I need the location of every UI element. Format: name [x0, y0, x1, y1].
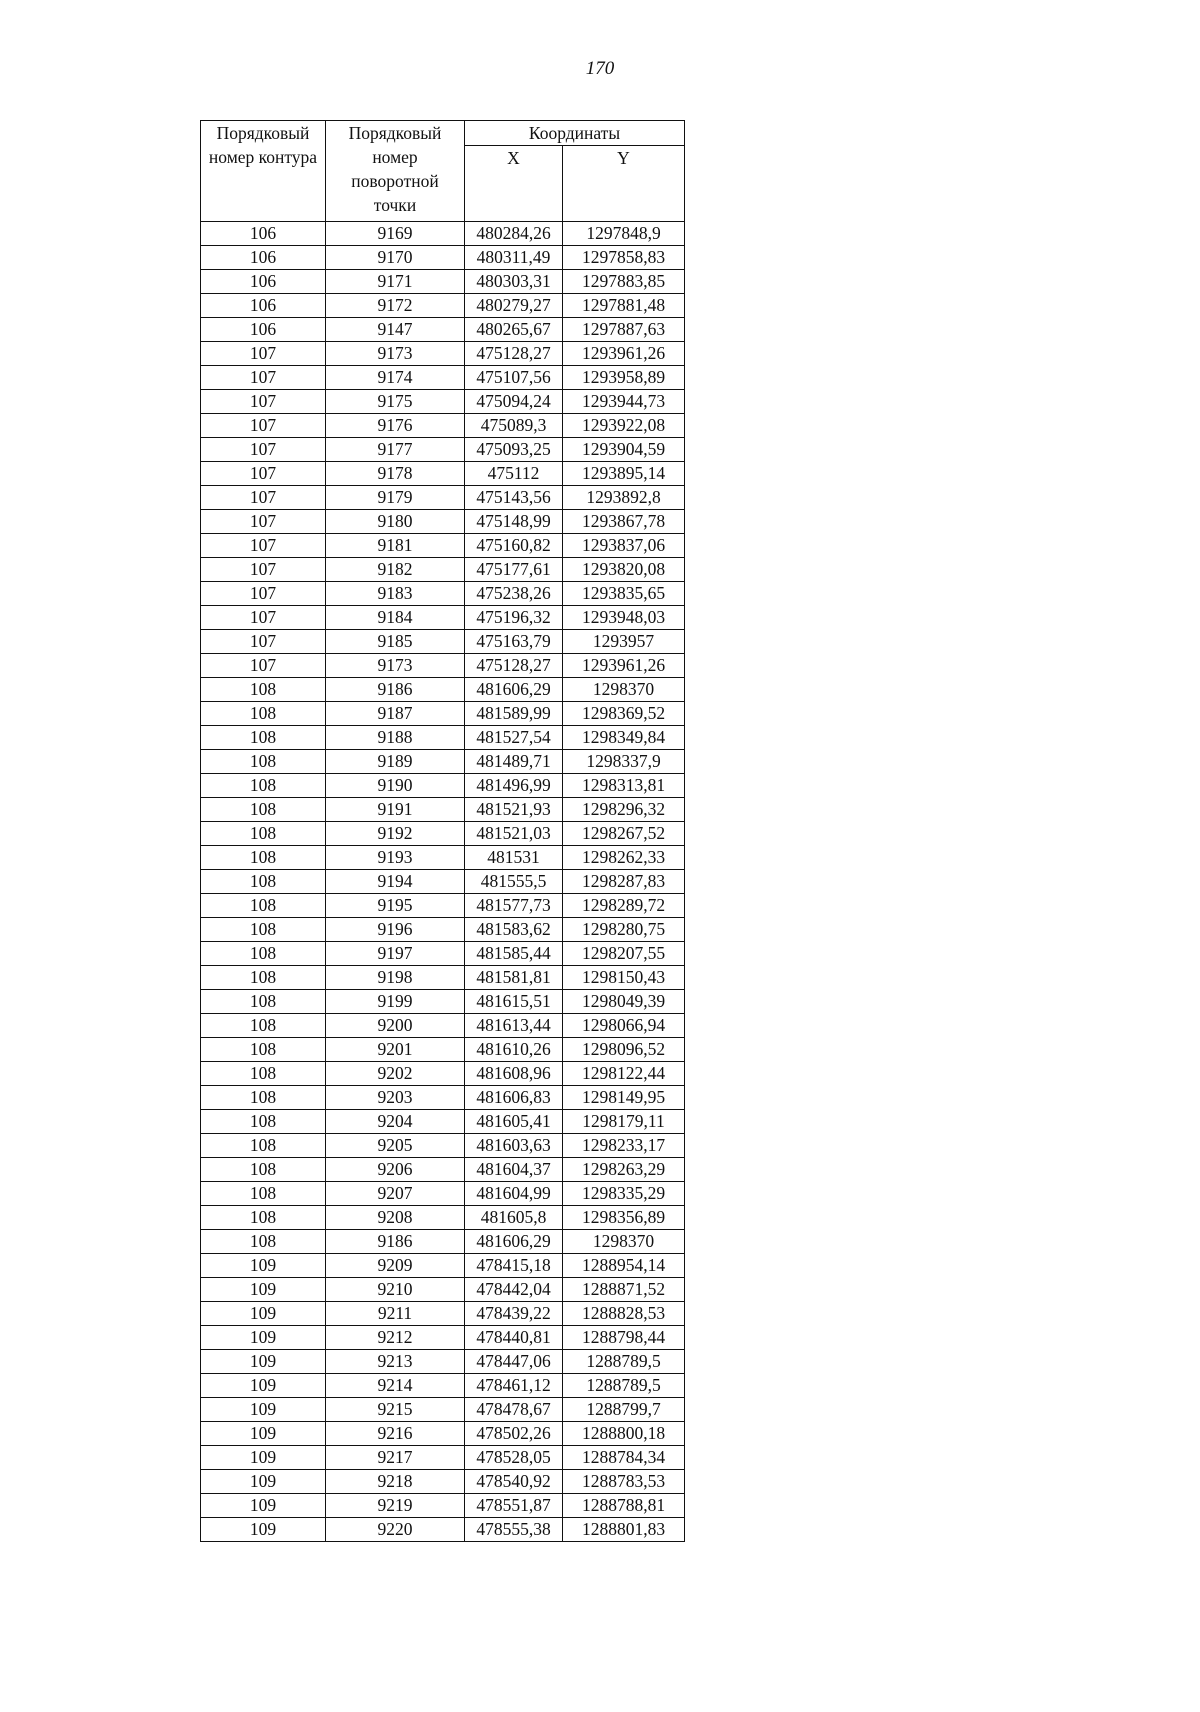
coordinates-table	[200, 120, 685, 1542]
cell-y: 1298096,52	[563, 1038, 685, 1062]
table-row	[201, 1230, 685, 1254]
cell-y: 1293820,08	[563, 558, 685, 582]
table-row	[201, 1086, 685, 1110]
cell-point-number: 9209	[326, 1254, 465, 1278]
cell-point-number: 9213	[326, 1350, 465, 1374]
cell-contour-number: 106	[201, 222, 326, 246]
cell-x: 478540,92	[465, 1470, 563, 1494]
cell-point-number: 9219	[326, 1494, 465, 1518]
cell-x: 481521,93	[465, 798, 563, 822]
cell-x: 481606,29	[465, 1230, 563, 1254]
cell-y: 1293957	[563, 630, 685, 654]
cell-point-number: 9195	[326, 894, 465, 918]
cell-contour-number: 109	[201, 1350, 326, 1374]
cell-x: 481604,37	[465, 1158, 563, 1182]
cell-y: 1297883,85	[563, 270, 685, 294]
cell-contour-number: 107	[201, 606, 326, 630]
cell-contour-number: 107	[201, 510, 326, 534]
cell-y: 1288784,34	[563, 1446, 685, 1470]
cell-x: 475128,27	[465, 654, 563, 678]
cell-point-number: 9171	[326, 270, 465, 294]
table-row	[201, 438, 685, 462]
cell-y: 1298122,44	[563, 1062, 685, 1086]
cell-contour-number: 109	[201, 1278, 326, 1302]
cell-point-number: 9197	[326, 942, 465, 966]
cell-y: 1298370	[563, 678, 685, 702]
table-row	[201, 918, 685, 942]
cell-point-number: 9191	[326, 798, 465, 822]
cell-x: 481585,44	[465, 942, 563, 966]
cell-point-number: 9220	[326, 1518, 465, 1542]
cell-point-number: 9175	[326, 390, 465, 414]
cell-contour-number: 107	[201, 366, 326, 390]
cell-point-number: 9186	[326, 1230, 465, 1254]
cell-y: 1293904,59	[563, 438, 685, 462]
cell-x: 481581,81	[465, 966, 563, 990]
cell-point-number: 9182	[326, 558, 465, 582]
cell-contour-number: 109	[201, 1422, 326, 1446]
cell-point-number: 9192	[326, 822, 465, 846]
cell-y: 1298049,39	[563, 990, 685, 1014]
cell-x: 481527,54	[465, 726, 563, 750]
cell-contour-number: 108	[201, 1134, 326, 1158]
cell-y: 1288799,7	[563, 1398, 685, 1422]
table-row	[201, 1350, 685, 1374]
cell-point-number: 9173	[326, 342, 465, 366]
table-row	[201, 486, 685, 510]
cell-contour-number: 108	[201, 702, 326, 726]
cell-contour-number: 108	[201, 918, 326, 942]
cell-x: 481606,83	[465, 1086, 563, 1110]
table-row	[201, 654, 685, 678]
cell-x: 478502,26	[465, 1422, 563, 1446]
cell-point-number: 9211	[326, 1302, 465, 1326]
cell-contour-number: 108	[201, 822, 326, 846]
cell-contour-number: 108	[201, 1038, 326, 1062]
cell-x: 481589,99	[465, 702, 563, 726]
cell-x: 475196,32	[465, 606, 563, 630]
cell-point-number: 9218	[326, 1470, 465, 1494]
cell-y: 1298263,29	[563, 1158, 685, 1182]
table-row	[201, 462, 685, 486]
cell-y: 1298337,9	[563, 750, 685, 774]
table-row	[201, 894, 685, 918]
table-row	[201, 1278, 685, 1302]
cell-y: 1288789,5	[563, 1374, 685, 1398]
cell-contour-number: 108	[201, 846, 326, 870]
cell-x: 478555,38	[465, 1518, 563, 1542]
cell-point-number: 9188	[326, 726, 465, 750]
cell-y: 1297848,9	[563, 222, 685, 246]
cell-x: 475177,61	[465, 558, 563, 582]
cell-contour-number: 108	[201, 750, 326, 774]
table-row	[201, 750, 685, 774]
table-row	[201, 942, 685, 966]
table-row	[201, 1374, 685, 1398]
cell-contour-number: 108	[201, 1110, 326, 1134]
table-body	[201, 222, 685, 1542]
cell-y: 1298233,17	[563, 1134, 685, 1158]
table-row	[201, 966, 685, 990]
header-point-line-1: Порядковый	[348, 123, 442, 143]
cell-y: 1298349,84	[563, 726, 685, 750]
cell-point-number: 9201	[326, 1038, 465, 1062]
table-row	[201, 390, 685, 414]
cell-point-number: 9217	[326, 1446, 465, 1470]
cell-contour-number: 108	[201, 1062, 326, 1086]
cell-x: 481496,99	[465, 774, 563, 798]
cell-point-number: 9216	[326, 1422, 465, 1446]
cell-contour-number: 108	[201, 942, 326, 966]
cell-point-number: 9147	[326, 318, 465, 342]
cell-y: 1297858,83	[563, 246, 685, 270]
cell-y: 1298207,55	[563, 942, 685, 966]
cell-contour-number: 108	[201, 966, 326, 990]
cell-x: 475094,24	[465, 390, 563, 414]
cell-y: 1298280,75	[563, 918, 685, 942]
cell-x: 480284,26	[465, 222, 563, 246]
cell-y: 1293944,73	[563, 390, 685, 414]
cell-x: 478442,04	[465, 1278, 563, 1302]
table-row	[201, 246, 685, 270]
cell-y: 1288801,83	[563, 1518, 685, 1542]
cell-y: 1288798,44	[563, 1326, 685, 1350]
cell-x: 480265,67	[465, 318, 563, 342]
table-row	[201, 318, 685, 342]
cell-contour-number: 109	[201, 1302, 326, 1326]
header-contour-line-1: Порядковый	[216, 123, 310, 143]
table-row	[201, 558, 685, 582]
cell-contour-number: 107	[201, 438, 326, 462]
table-row	[201, 1302, 685, 1326]
cell-y: 1298296,32	[563, 798, 685, 822]
cell-point-number: 9194	[326, 870, 465, 894]
cell-x: 475128,27	[465, 342, 563, 366]
table-row	[201, 1254, 685, 1278]
cell-contour-number: 108	[201, 678, 326, 702]
table-row	[201, 1062, 685, 1086]
table-row	[201, 1206, 685, 1230]
header-contour-number	[201, 121, 326, 222]
cell-point-number: 9169	[326, 222, 465, 246]
cell-point-number: 9179	[326, 486, 465, 510]
cell-x: 478447,06	[465, 1350, 563, 1374]
cell-contour-number: 108	[201, 1086, 326, 1110]
cell-point-number: 9212	[326, 1326, 465, 1350]
table-row	[201, 1038, 685, 1062]
cell-contour-number: 106	[201, 318, 326, 342]
header-point-line-3: поворотной	[351, 171, 439, 191]
cell-y: 1293961,26	[563, 342, 685, 366]
cell-y: 1288788,81	[563, 1494, 685, 1518]
cell-y: 1293895,14	[563, 462, 685, 486]
cell-y: 1298370	[563, 1230, 685, 1254]
cell-y: 1297881,48	[563, 294, 685, 318]
cell-contour-number: 109	[201, 1470, 326, 1494]
cell-x: 478528,05	[465, 1446, 563, 1470]
cell-point-number: 9177	[326, 438, 465, 462]
cell-x: 481583,62	[465, 918, 563, 942]
header-coordinates: Координаты	[465, 121, 685, 146]
table-row	[201, 534, 685, 558]
cell-x: 481610,26	[465, 1038, 563, 1062]
table-row	[201, 1158, 685, 1182]
header-contour-line-2: номер контура	[208, 147, 318, 167]
cell-contour-number: 109	[201, 1494, 326, 1518]
cell-contour-number: 109	[201, 1374, 326, 1398]
cell-contour-number: 109	[201, 1518, 326, 1542]
table-row	[201, 1470, 685, 1494]
header-point-number	[326, 121, 465, 222]
cell-point-number: 9178	[326, 462, 465, 486]
cell-y: 1293867,78	[563, 510, 685, 534]
cell-point-number: 9184	[326, 606, 465, 630]
table-header	[201, 121, 685, 222]
table-row	[201, 366, 685, 390]
cell-x: 478415,18	[465, 1254, 563, 1278]
cell-contour-number: 109	[201, 1254, 326, 1278]
cell-point-number: 9200	[326, 1014, 465, 1038]
cell-point-number: 9214	[326, 1374, 465, 1398]
table-row	[201, 342, 685, 366]
cell-x: 481577,73	[465, 894, 563, 918]
cell-x: 475148,99	[465, 510, 563, 534]
cell-contour-number: 108	[201, 990, 326, 1014]
cell-y: 1293922,08	[563, 414, 685, 438]
cell-point-number: 9189	[326, 750, 465, 774]
cell-x: 480311,49	[465, 246, 563, 270]
cell-y: 1298066,94	[563, 1014, 685, 1038]
page-number: 170	[585, 58, 615, 79]
cell-point-number: 9170	[326, 246, 465, 270]
cell-contour-number: 106	[201, 294, 326, 318]
cell-y: 1298262,33	[563, 846, 685, 870]
cell-contour-number: 106	[201, 246, 326, 270]
cell-x: 475143,56	[465, 486, 563, 510]
cell-point-number: 9173	[326, 654, 465, 678]
cell-contour-number: 107	[201, 414, 326, 438]
table-row	[201, 1398, 685, 1422]
cell-contour-number: 108	[201, 1158, 326, 1182]
cell-point-number: 9183	[326, 582, 465, 606]
cell-x: 475160,82	[465, 534, 563, 558]
cell-point-number: 9174	[326, 366, 465, 390]
cell-contour-number: 108	[201, 1182, 326, 1206]
table-row	[201, 1422, 685, 1446]
cell-y: 1293948,03	[563, 606, 685, 630]
cell-point-number: 9185	[326, 630, 465, 654]
cell-y: 1298335,29	[563, 1182, 685, 1206]
cell-contour-number: 109	[201, 1398, 326, 1422]
cell-x: 481531	[465, 846, 563, 870]
cell-y: 1288800,18	[563, 1422, 685, 1446]
cell-contour-number: 108	[201, 1206, 326, 1230]
cell-x: 475163,79	[465, 630, 563, 654]
header-point-line-4: точки	[373, 195, 417, 215]
header-y: Y	[563, 146, 685, 222]
cell-y: 1288871,52	[563, 1278, 685, 1302]
cell-x: 481605,8	[465, 1206, 563, 1230]
table-row	[201, 222, 685, 246]
table-row	[201, 798, 685, 822]
table-row	[201, 1494, 685, 1518]
cell-y: 1297887,63	[563, 318, 685, 342]
cell-contour-number: 107	[201, 390, 326, 414]
cell-x: 481605,41	[465, 1110, 563, 1134]
cell-y: 1288828,53	[563, 1302, 685, 1326]
cell-y: 1293892,8	[563, 486, 685, 510]
cell-x: 478440,81	[465, 1326, 563, 1350]
cell-contour-number: 107	[201, 582, 326, 606]
cell-x: 480303,31	[465, 270, 563, 294]
cell-x: 481615,51	[465, 990, 563, 1014]
cell-y: 1288789,5	[563, 1350, 685, 1374]
cell-y: 1298356,89	[563, 1206, 685, 1230]
cell-y: 1298313,81	[563, 774, 685, 798]
table-row	[201, 846, 685, 870]
cell-contour-number: 107	[201, 486, 326, 510]
cell-x: 478478,67	[465, 1398, 563, 1422]
cell-y: 1298267,52	[563, 822, 685, 846]
table-row	[201, 1110, 685, 1134]
cell-contour-number: 108	[201, 798, 326, 822]
cell-contour-number: 108	[201, 870, 326, 894]
cell-contour-number: 108	[201, 894, 326, 918]
table-row	[201, 1518, 685, 1542]
cell-point-number: 9180	[326, 510, 465, 534]
table-row	[201, 870, 685, 894]
table-row	[201, 1182, 685, 1206]
cell-point-number: 9186	[326, 678, 465, 702]
cell-contour-number: 108	[201, 1230, 326, 1254]
cell-point-number: 9193	[326, 846, 465, 870]
cell-x: 480279,27	[465, 294, 563, 318]
cell-y: 1293961,26	[563, 654, 685, 678]
cell-point-number: 9199	[326, 990, 465, 1014]
table-row	[201, 726, 685, 750]
cell-x: 475093,25	[465, 438, 563, 462]
cell-point-number: 9181	[326, 534, 465, 558]
cell-point-number: 9187	[326, 702, 465, 726]
cell-point-number: 9208	[326, 1206, 465, 1230]
cell-x: 481521,03	[465, 822, 563, 846]
table-row	[201, 1134, 685, 1158]
table-row	[201, 990, 685, 1014]
cell-point-number: 9190	[326, 774, 465, 798]
cell-point-number: 9203	[326, 1086, 465, 1110]
cell-x: 478461,12	[465, 1374, 563, 1398]
table-row	[201, 630, 685, 654]
table-row	[201, 510, 685, 534]
cell-contour-number: 106	[201, 270, 326, 294]
cell-x: 475089,3	[465, 414, 563, 438]
cell-contour-number: 107	[201, 630, 326, 654]
table-row	[201, 294, 685, 318]
header-point-line-2: номер	[372, 147, 418, 167]
cell-y: 1298179,11	[563, 1110, 685, 1134]
table-row	[201, 678, 685, 702]
cell-x: 475238,26	[465, 582, 563, 606]
cell-point-number: 9172	[326, 294, 465, 318]
table-row	[201, 1446, 685, 1470]
cell-x: 478551,87	[465, 1494, 563, 1518]
cell-x: 481603,63	[465, 1134, 563, 1158]
table-row	[201, 582, 685, 606]
cell-contour-number: 108	[201, 726, 326, 750]
cell-contour-number: 108	[201, 774, 326, 798]
cell-x: 481555,5	[465, 870, 563, 894]
cell-x: 478439,22	[465, 1302, 563, 1326]
cell-x: 481604,99	[465, 1182, 563, 1206]
cell-point-number: 9202	[326, 1062, 465, 1086]
cell-point-number: 9207	[326, 1182, 465, 1206]
cell-point-number: 9176	[326, 414, 465, 438]
cell-x: 475112	[465, 462, 563, 486]
cell-point-number: 9204	[326, 1110, 465, 1134]
cell-point-number: 9205	[326, 1134, 465, 1158]
table-row	[201, 702, 685, 726]
cell-x: 481489,71	[465, 750, 563, 774]
cell-contour-number: 107	[201, 558, 326, 582]
cell-contour-number: 109	[201, 1446, 326, 1470]
cell-y: 1288954,14	[563, 1254, 685, 1278]
cell-y: 1298369,52	[563, 702, 685, 726]
cell-point-number: 9206	[326, 1158, 465, 1182]
cell-y: 1298150,43	[563, 966, 685, 990]
cell-contour-number: 108	[201, 1014, 326, 1038]
cell-y: 1293837,06	[563, 534, 685, 558]
table-row	[201, 270, 685, 294]
cell-y: 1293958,89	[563, 366, 685, 390]
cell-point-number: 9210	[326, 1278, 465, 1302]
table-row	[201, 414, 685, 438]
cell-x: 481608,96	[465, 1062, 563, 1086]
header-x: X	[465, 146, 563, 222]
cell-point-number: 9196	[326, 918, 465, 942]
cell-point-number: 9198	[326, 966, 465, 990]
cell-x: 475107,56	[465, 366, 563, 390]
cell-y: 1293835,65	[563, 582, 685, 606]
table-row	[201, 1014, 685, 1038]
table-row	[201, 1326, 685, 1350]
cell-x: 481613,44	[465, 1014, 563, 1038]
cell-y: 1298287,83	[563, 870, 685, 894]
cell-point-number: 9215	[326, 1398, 465, 1422]
table-row	[201, 822, 685, 846]
cell-y: 1298289,72	[563, 894, 685, 918]
table-row	[201, 774, 685, 798]
cell-y: 1298149,95	[563, 1086, 685, 1110]
cell-contour-number: 107	[201, 462, 326, 486]
cell-contour-number: 107	[201, 654, 326, 678]
cell-contour-number: 107	[201, 342, 326, 366]
table-row	[201, 606, 685, 630]
cell-contour-number: 107	[201, 534, 326, 558]
cell-y: 1288783,53	[563, 1470, 685, 1494]
cell-contour-number: 109	[201, 1326, 326, 1350]
cell-x: 481606,29	[465, 678, 563, 702]
